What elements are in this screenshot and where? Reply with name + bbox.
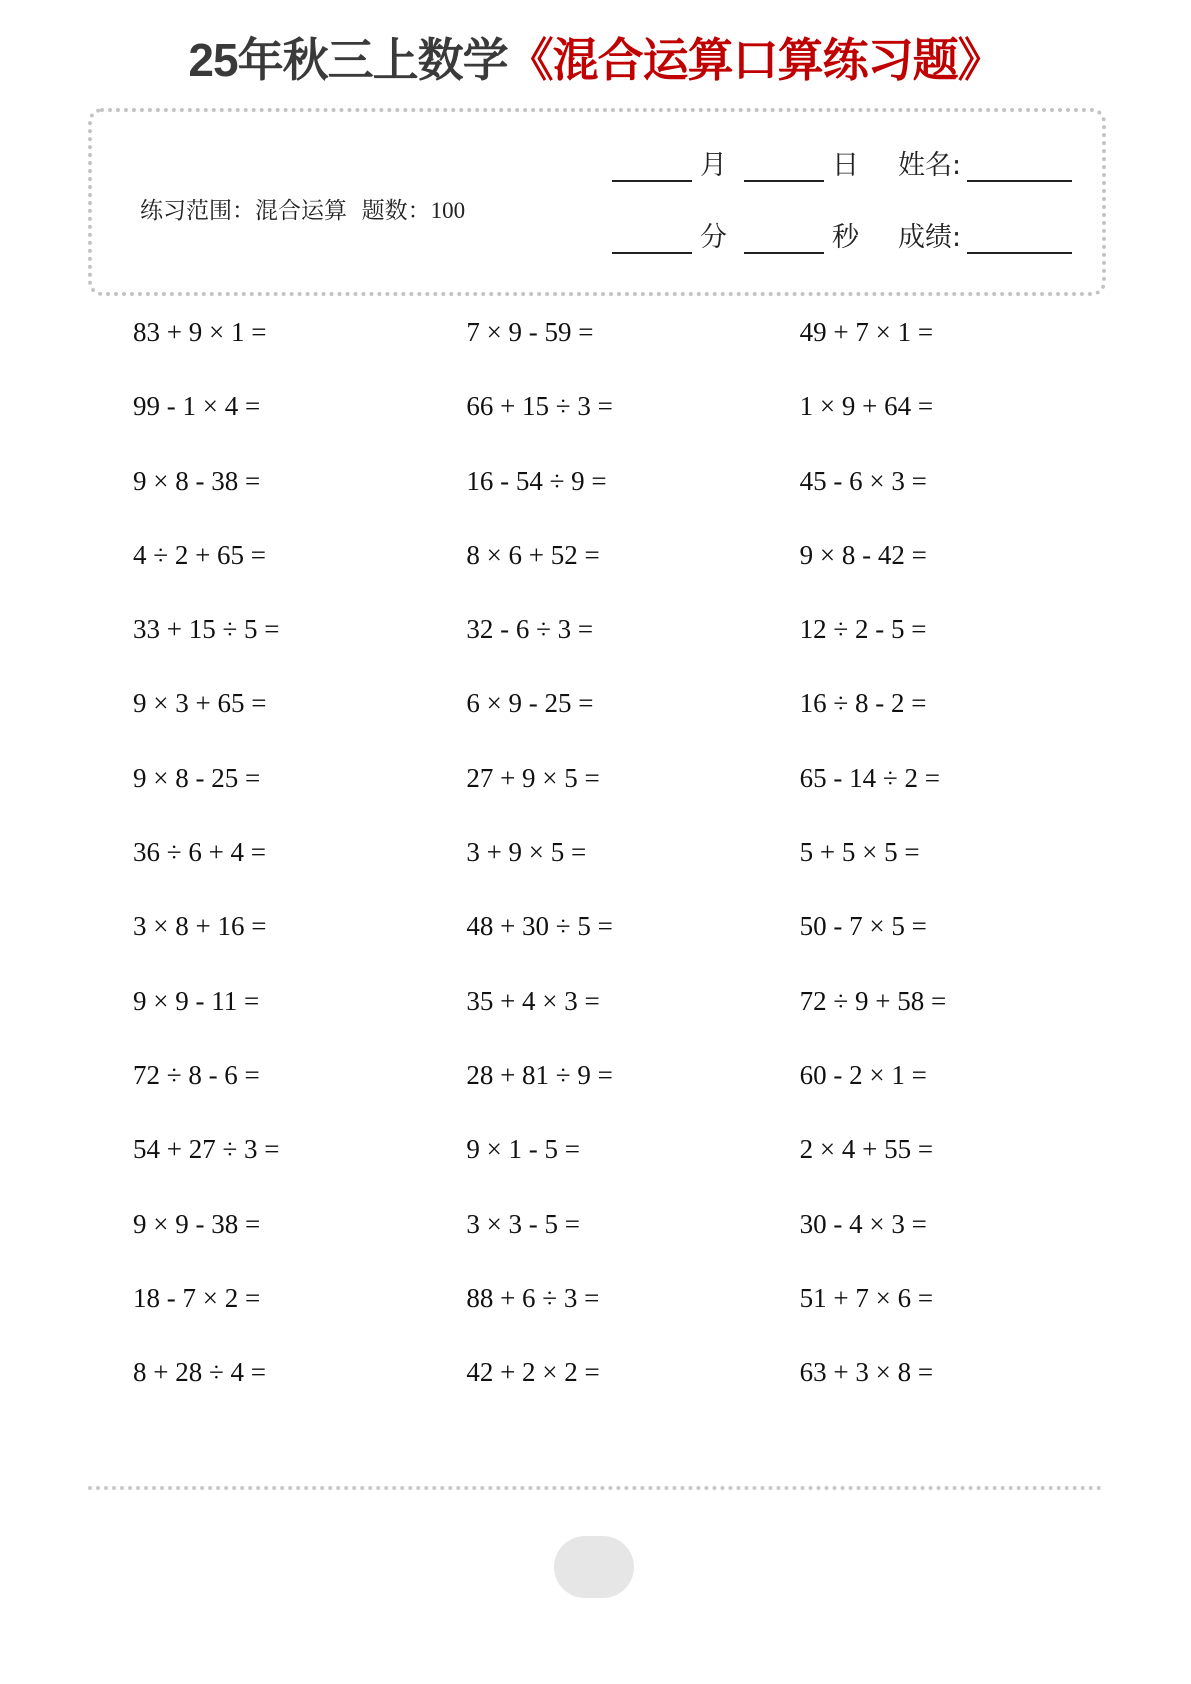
problem-item: 45 - 6 × 3 =: [799, 465, 927, 496]
problem-item: 49 + 7 × 1 =: [799, 317, 934, 347]
title-main: 25年秋三上数学: [188, 34, 508, 86]
month-blank[interactable]: [612, 150, 692, 182]
title-accent: 《混合运算口算练习题》: [507, 34, 1003, 86]
problem-item: 7 × 9 - 59 =: [466, 317, 594, 347]
count-label: 题数：: [361, 198, 431, 224]
problem-item: 51 + 7 × 6 =: [799, 1282, 934, 1313]
problem-item: 65 - 14 ÷ 2 =: [799, 762, 940, 793]
scope-label: 练习范围：混合运算: [140, 198, 347, 224]
minute-label: 分: [700, 222, 727, 253]
name-blank[interactable]: [967, 150, 1072, 182]
problem-item: 54 + 27 ÷ 3 =: [133, 1134, 280, 1165]
problem-row: [133, 1129, 1133, 1203]
problem-item: 9 × 1 - 5 =: [466, 1134, 581, 1165]
info-box: [88, 108, 1106, 296]
problem-item: 30 - 4 × 3 =: [799, 1208, 927, 1239]
problem-row: [133, 1278, 1133, 1352]
problem-row: [133, 312, 1133, 386]
minute-blank[interactable]: [612, 222, 692, 254]
bottom-divider: [88, 1486, 1102, 1490]
problem-item: 1 × 9 + 64 =: [799, 391, 934, 422]
problem-item: 50 - 7 × 5 =: [799, 911, 927, 942]
page-title: [0, 30, 1191, 90]
problem-item: 32 - 6 ÷ 3 =: [466, 614, 594, 645]
problem-item: 16 - 54 ÷ 9 =: [466, 465, 607, 496]
count-value: 100: [430, 198, 466, 223]
problem-row: [133, 758, 1133, 832]
problem-item: 12 ÷ 2 - 5 =: [799, 614, 927, 645]
problem-item: 2 × 4 + 55 =: [799, 1134, 934, 1165]
problem-row: [133, 461, 1133, 535]
problem-row: [133, 906, 1133, 980]
problem-row: [133, 1204, 1133, 1278]
problem-item: 3 × 3 - 5 =: [466, 1208, 581, 1239]
problem-item: 4 ÷ 2 + 65 =: [133, 539, 267, 570]
problem-item: 8 × 6 + 52 =: [466, 539, 600, 570]
day-blank[interactable]: [744, 150, 824, 182]
problem-item: 99 - 1 × 4 =: [133, 391, 261, 422]
problem-row: [133, 832, 1133, 906]
problem-item: 72 ÷ 8 - 6 =: [133, 1059, 260, 1090]
month-label: 月: [700, 150, 727, 181]
problem-row: [133, 535, 1133, 609]
problem-item: 63 + 3 × 8 =: [799, 1357, 934, 1388]
problem-item: 60 - 2 × 1 =: [799, 1059, 927, 1090]
problem-item: 9 × 8 - 42 =: [799, 539, 927, 570]
name-label: 姓名:: [898, 150, 962, 181]
second-label: 秒: [832, 222, 859, 253]
problem-item: 3 + 9 × 5 =: [466, 837, 587, 868]
problem-row: [133, 1055, 1133, 1129]
problem-item: 35 + 4 × 3 =: [466, 985, 600, 1016]
problem-item: 88 + 6 ÷ 3 =: [466, 1282, 600, 1313]
score-label: 成绩:: [898, 222, 962, 253]
problem-item: 9 × 8 - 25 =: [133, 762, 261, 793]
problem-item: 66 + 15 ÷ 3 =: [466, 391, 613, 422]
date-name-row: [612, 142, 1082, 182]
problem-item: 48 + 30 ÷ 5 =: [466, 911, 613, 942]
practice-scope: [140, 192, 465, 225]
second-blank[interactable]: [744, 222, 824, 254]
problem-item: 9 × 9 - 11 =: [133, 985, 260, 1016]
problem-item: 9 × 3 + 65 =: [133, 688, 267, 719]
day-label: 日: [832, 150, 859, 181]
problem-grid: [133, 312, 1133, 1426]
page-indicator: [554, 1536, 634, 1598]
problem-item: 83 + 9 × 1 =: [133, 317, 267, 347]
problem-row: [133, 981, 1133, 1055]
problem-item: 9 × 9 - 38 =: [133, 1208, 261, 1239]
problem-item: 16 ÷ 8 - 2 =: [799, 688, 927, 719]
problem-item: 42 + 2 × 2 =: [466, 1357, 600, 1388]
problem-item: 27 + 9 × 5 =: [466, 762, 600, 793]
problem-row: [133, 1352, 1133, 1426]
problem-row: [133, 386, 1133, 460]
problem-item: 18 - 7 × 2 =: [133, 1282, 261, 1313]
student-fields: [612, 142, 1082, 286]
problem-item: 9 × 8 - 38 =: [133, 465, 261, 496]
problem-item: 6 × 9 - 25 =: [466, 688, 594, 719]
score-blank[interactable]: [967, 222, 1072, 254]
time-score-row: [612, 214, 1082, 254]
problem-item: 28 + 81 ÷ 9 =: [466, 1059, 613, 1090]
problem-item: 33 + 15 ÷ 5 =: [133, 614, 280, 645]
problem-item: 72 ÷ 9 + 58 =: [799, 985, 947, 1016]
problem-item: 3 × 8 + 16 =: [133, 911, 267, 942]
problem-item: 8 + 28 ÷ 4 =: [133, 1357, 267, 1388]
problem-row: [133, 683, 1133, 757]
problem-row: [133, 609, 1133, 683]
problem-item: 5 + 5 × 5 =: [799, 837, 920, 868]
problem-item: 36 ÷ 6 + 4 =: [133, 837, 267, 868]
